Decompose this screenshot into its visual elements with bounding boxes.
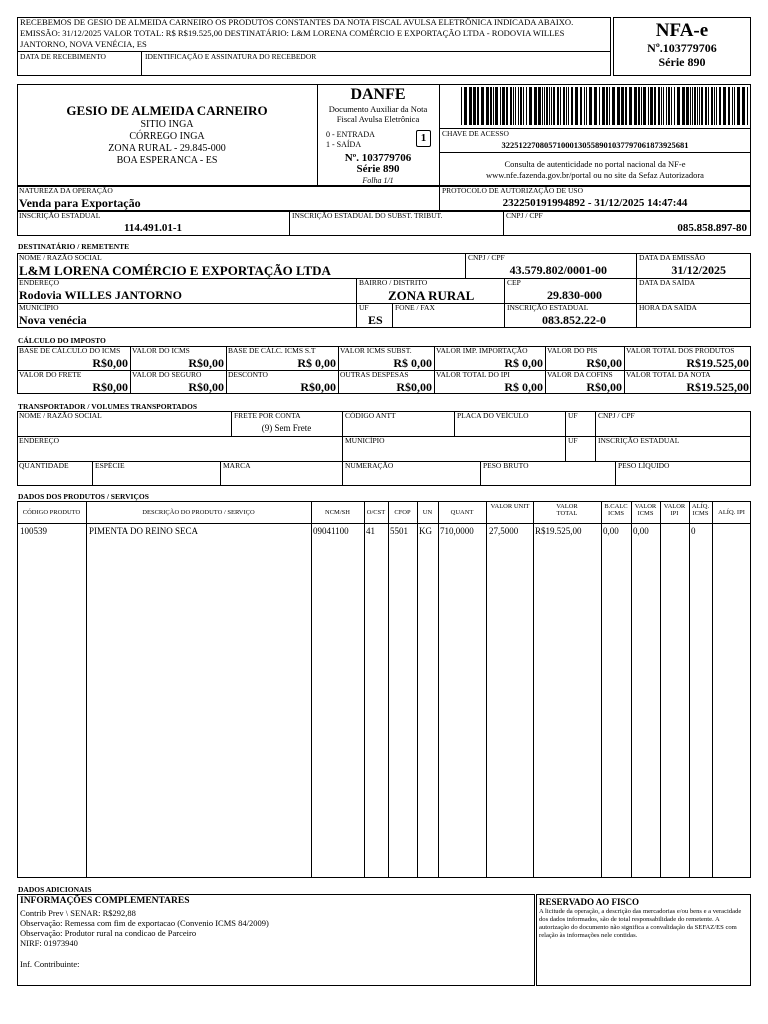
- imp-bc-icms-value: R$0,00: [92, 356, 128, 370]
- row-descricao: PIMENTA DO REINO SECA: [89, 526, 199, 536]
- canhoto-text-3: JANTORNO, NOVA VENÉCIA, ES: [20, 39, 147, 49]
- produtos-table: [17, 501, 751, 878]
- protocolo-label: PROTOCOLO DE AUTORIZAÇÃO DE USO: [442, 186, 583, 195]
- cnpj-emitente-value: 085.858.897-80: [677, 222, 747, 234]
- info-line-3: Observação: Produtor rural na condicao de Parceiro: [20, 928, 197, 938]
- imp-icms-subst-value: R$ 0,00: [393, 356, 432, 370]
- info-line-1: Contrib Prev \ SENAR: R$292,88: [20, 908, 136, 918]
- row-cfop: 5501: [390, 526, 408, 536]
- fisco-title: RESERVADO AO FISCO: [539, 897, 640, 907]
- dest-endereco-label: ENDEREÇO: [19, 278, 59, 287]
- th-ocst: O/CST: [366, 509, 386, 516]
- dest-hora-label: HORA DA SAÍDA: [639, 303, 697, 312]
- canhoto-text-1: RECEBEMOS DE GESIO DE ALMEIDA CARNEIRO OS PRODUTOS CONSTANTES DA NOTA FISCAL AVULSA ELETRÔNICA INDICADA ABAIXO.: [20, 17, 574, 27]
- dest-bairro-label: BAIRRO / DISTRITO: [359, 278, 428, 287]
- info-line-5: Inf. Contribuinte:: [20, 959, 80, 969]
- danfe-serie: Série 890: [356, 163, 400, 175]
- dest-endereco: Rodovia WILLES JANTORNO: [19, 288, 182, 302]
- transp-frete-value: (9) Sem Frete: [261, 423, 312, 433]
- emitente-line-4: BOA ESPERANCA - ES: [116, 155, 218, 166]
- th-vunit: VALOR UNIT: [490, 503, 530, 510]
- transp-numeracao-label: NUMERAÇÃO: [345, 461, 394, 470]
- imp-pis-label: VALOR DO PIS: [547, 346, 598, 355]
- transp-peso-liquido-label: PESO LÍQUIDO: [618, 461, 670, 470]
- imp-frete-label: VALOR DO FRETE: [19, 370, 82, 379]
- nfa-number: Nº.103779706: [647, 41, 717, 55]
- imp-total-nota-label: VALOR TOTAL DA NOTA: [626, 370, 711, 379]
- dest-cep-label: CEP: [507, 278, 521, 287]
- cnpj-emitente-label: CNPJ / CPF: [506, 211, 543, 220]
- imp-importacao-label: VALOR IMP. IMPORTAÇÃO: [436, 346, 528, 355]
- transp-quantidade-label: QUANTIDADE: [19, 461, 69, 470]
- emitente-line-3: ZONA RURAL - 29.845-000: [108, 143, 226, 154]
- imp-ipi-value: R$ 0,00: [504, 380, 543, 394]
- info-line-2: Observação: Remessa com fim de exportacao (Convenio ICMS 84/2009): [20, 918, 269, 928]
- canhoto-text-2: EMISSÃO: 31/12/2025 VALOR TOTAL: R$ R$19.525,00 DESTINATÁRIO: L&M LORENA COMÉRCIO E EXPORTAÇÃO LTDA - RODOVIA WILLES: [20, 28, 565, 38]
- info-line-4: NIRF: 01973940: [20, 938, 78, 948]
- imp-seguro-value: R$0,00: [188, 380, 224, 394]
- th-aliq-icms: ALÍQ. ICMS: [691, 503, 710, 517]
- emitente-line-2: CÓRREGO INGA: [129, 131, 205, 142]
- consulta-line-2: www.nfe.fazenda.gov.br/portal ou no site da Sefaz Autorizadora: [486, 170, 704, 180]
- barcode: [461, 87, 751, 125]
- danfe-title: DANFE: [350, 86, 406, 103]
- produtos-section-title: DADOS DOS PRODUTOS / SERVIÇOS: [18, 492, 149, 501]
- imp-icms-label: VALOR DO ICMS: [132, 346, 190, 355]
- transp-especie-label: ESPÉCIE: [95, 461, 125, 470]
- nfa-serie: Série 890: [658, 55, 706, 69]
- transp-ie-label: INSCRIÇÃO ESTADUAL: [598, 436, 680, 445]
- th-vtotal: VALOR TOTAL: [556, 503, 578, 517]
- destinatario-section-title: DESTINATÁRIO / REMETENTE: [18, 242, 130, 251]
- imp-frete-value: R$0,00: [92, 380, 128, 394]
- danfe-folha: Folha 1/1: [362, 176, 394, 185]
- emitente-line-1: SITIO INGA: [140, 119, 194, 130]
- danfe-numero: Nº. 103779706: [344, 152, 412, 164]
- th-un: UN: [422, 509, 433, 516]
- imposto-section-title: CÁLCULO DO IMPOSTO: [18, 336, 106, 345]
- imp-outras-value: R$0,00: [396, 380, 432, 394]
- th-cfop: CFOP: [394, 509, 411, 516]
- identificacao-recebedor-label: IDENTIFICAÇÃO E ASSINATURA DO RECEBEDOR: [145, 52, 317, 61]
- dest-municipio-label: MUNICÍPIO: [19, 303, 59, 312]
- chave-value: 32251227080571000130558901037797061873925681: [501, 140, 689, 150]
- danfe-tipo-box: 1: [416, 130, 431, 147]
- ie-value: 114.491.01-1: [123, 222, 183, 234]
- transp-uf2-label: UF: [568, 436, 578, 445]
- row-aliq-icms: 0: [691, 526, 696, 536]
- imp-icms-subst-label: VALOR ICMS SUBST.: [340, 346, 412, 355]
- th-codigo: CÓDIGO PRODUTO: [22, 509, 81, 516]
- natureza-label: NATUREZA DA OPERAÇÃO: [19, 186, 113, 195]
- transp-nome-label: NOME / RAZÃO SOCIAL: [19, 411, 102, 420]
- transp-uf-label: UF: [568, 411, 578, 420]
- info-title: INFORMAÇÕES COMPLEMENTARES: [20, 896, 190, 906]
- th-descricao: DESCRIÇÃO DO PRODUTO / SERVIÇO: [142, 509, 255, 516]
- imp-pis-value: R$0,00: [586, 356, 622, 370]
- imp-seguro-label: VALOR DO SEGURO: [132, 370, 202, 379]
- dest-bairro: ZONA RURAL: [388, 288, 475, 303]
- ie-label: INSCRIÇÃO ESTADUAL: [19, 211, 101, 220]
- row-vunit: 27,5000: [489, 526, 519, 536]
- imp-total-produtos-value: R$19.525,00: [686, 356, 749, 370]
- th-bcalc: B.CALC ICMS: [604, 503, 628, 517]
- row-quant: 710,0000: [440, 526, 474, 536]
- transportador-box: [17, 411, 751, 486]
- th-vicms: VALOR ICMS: [634, 503, 657, 517]
- imp-icms-value: R$0,00: [188, 356, 224, 370]
- danfe-subtitle-2: Fiscal Avulsa Eletrônica: [336, 114, 420, 124]
- th-vipi: VALOR IPI: [663, 503, 686, 517]
- protocolo-value: 232250191994892 - 31/12/2025 14:47:44: [502, 197, 688, 209]
- adicionais-section-title: DADOS ADICIONAIS: [18, 885, 92, 894]
- row-vtotal: R$19.525,00: [535, 526, 582, 536]
- dest-saida-label: DATA DA SAÍDA: [639, 278, 696, 287]
- transp-marca-label: MARCA: [223, 461, 251, 470]
- dest-nome: L&M LORENA COMÉRCIO E EXPORTAÇÃO LTDA: [19, 263, 331, 278]
- transp-frete-label: FRETE POR CONTA: [234, 411, 301, 420]
- imp-bc-st-label: BASE DE CÁLC. ICMS S.T: [228, 346, 316, 355]
- dest-nome-label: NOME / RAZÃO SOCIAL: [19, 253, 102, 262]
- th-quant: QUANT: [450, 509, 474, 516]
- row-un: KG: [419, 526, 432, 536]
- imp-bc-icms-label: BASE DE CÁLCULO DO ICMS: [19, 346, 121, 355]
- imp-bc-st-value: R$ 0,00: [297, 356, 336, 370]
- ie-st-label: INSCRIÇÃO ESTADUAL DO SUBST. TRIBUT.: [292, 211, 443, 220]
- imp-outras-label: OUTRAS DESPESAS: [340, 370, 409, 379]
- dest-ie: 083.852.22-0: [542, 313, 606, 327]
- danfe-saida: 1 - SAÍDA: [326, 140, 362, 149]
- imp-cofins-value: R$0,00: [586, 380, 622, 394]
- row-bcalc: 0,00: [603, 526, 619, 536]
- row-codigo: 100539: [20, 526, 47, 536]
- imp-desconto-label: DESCONTO: [228, 370, 268, 379]
- row-ocst: 41: [366, 526, 375, 536]
- dest-ie-label: INSCRIÇÃO ESTADUAL: [507, 303, 589, 312]
- dest-cnpj-label: CNPJ / CPF: [468, 253, 505, 262]
- chave-label: CHAVE DE ACESSO: [442, 129, 509, 138]
- natureza-value: Venda para Exportação: [19, 196, 141, 210]
- transp-placa-label: PLACA DO VEÍCULO: [457, 411, 529, 420]
- imp-cofins-label: VALOR DA COFINS: [547, 370, 613, 379]
- dest-uf: ES: [368, 313, 383, 327]
- dest-fone-label: FONE / FAX: [395, 303, 435, 312]
- data-recebimento-label: DATA DE RECEBIMENTO: [20, 52, 106, 61]
- dest-emissao-label: DATA DA EMISSÃO: [639, 253, 706, 262]
- transp-cnpj-label: CNPJ / CPF: [598, 411, 635, 420]
- dest-municipio: Nova venécia: [19, 313, 87, 327]
- emitente-name: GESIO DE ALMEIDA CARNEIRO: [66, 103, 268, 118]
- danfe-entrada: 0 - ENTRADA: [326, 130, 375, 139]
- row-ncm: 09041100: [313, 526, 349, 536]
- transp-municipio-label: MUNICÍPIO: [345, 436, 385, 445]
- dest-cnpj: 43.579.802/0001-00: [509, 263, 607, 277]
- fisco-text: A licitude da operação, a descrição das mercadorias e/ou bens e a veracidade dos dados informados, são de total responsabilidade do remetente. A autorização do documento não significa a convalidação da SEFAZ/ES com relação às informações nele contidas.: [539, 908, 742, 939]
- imp-total-produtos-label: VALOR TOTAL DOS PRODUTOS: [626, 346, 735, 355]
- th-ncm: NCM/SH: [325, 509, 350, 516]
- th-aliq-ipi: ALÍQ. IPI: [718, 509, 745, 516]
- consulta-line-1: Consulta de autenticidade no portal nacional da NF-e: [504, 159, 686, 169]
- imp-desconto-value: R$0,00: [300, 380, 336, 394]
- dest-uf-label: UF: [359, 303, 369, 312]
- transp-peso-bruto-label: PESO BRUTO: [483, 461, 529, 470]
- row-vicms: 0,00: [633, 526, 649, 536]
- imp-importacao-value: R$ 0,00: [504, 356, 543, 370]
- danfe-subtitle-1: Documento Auxiliar da Nota: [328, 104, 428, 114]
- transportador-section-title: TRANSPORTADOR / VOLUMES TRANSPORTADOS: [18, 402, 198, 411]
- transp-antt-label: CÓDIGO ANTT: [345, 411, 396, 420]
- imp-ipi-label: VALOR TOTAL DO IPI: [436, 370, 510, 379]
- nfa-title: NFA-e: [655, 20, 709, 41]
- imp-total-nota-value: R$19.525,00: [686, 380, 749, 394]
- dest-cep: 29.830-000: [547, 288, 602, 302]
- transp-endereco-label: ENDEREÇO: [19, 436, 59, 445]
- dest-emissao: 31/12/2025: [671, 263, 726, 277]
